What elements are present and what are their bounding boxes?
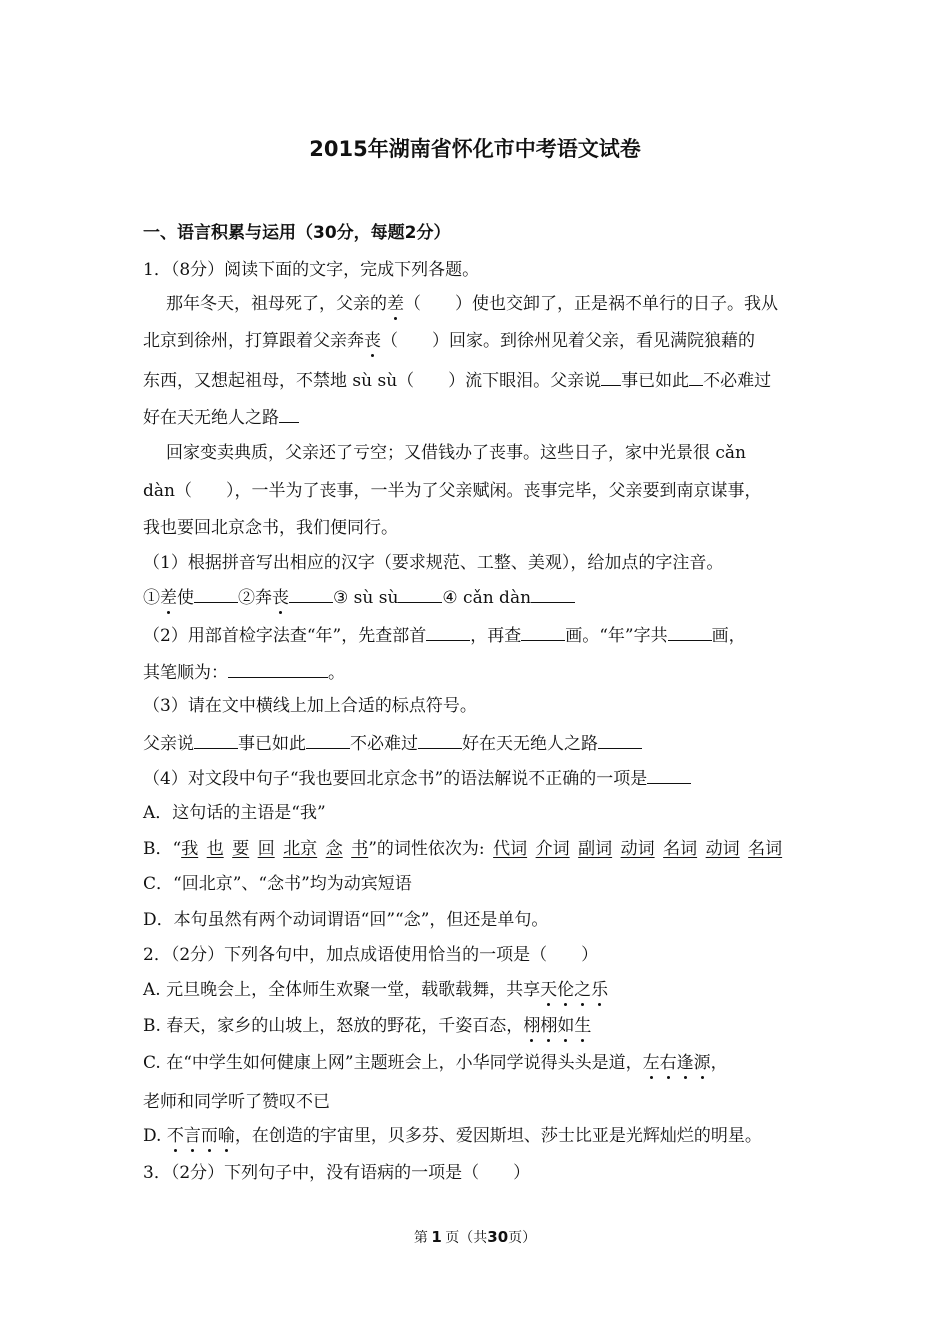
answer-blank <box>521 623 565 641</box>
section-heading: 一、语言积累与运用（30分，每题2分） <box>143 223 451 243</box>
sub-question-1-items: ①差使 ②奔丧 ③ sù sù ④ cǎn dàn <box>143 585 823 610</box>
sub-question-3-line: 父亲说 事已如此 不必难过 好在天无绝人之路 <box>143 731 823 756</box>
option-d: D. 不言而喻，在创造的宇宙里，贝多芬、爱因斯坦、莎士比亚是光辉灿烂的明星。 <box>143 1126 762 1146</box>
option-d: D．本句虽然有两个动词谓语“回”“念”，但还是单句。 <box>143 910 549 930</box>
dotted-char: 差 <box>387 294 404 314</box>
sub-question-2-cont: 其笔顺为： 。 <box>143 660 823 685</box>
answer-blank <box>306 731 350 749</box>
question-2-stem: 2．（2分）下列各句中，加点成语使用恰当的一项是（ ） <box>143 945 599 965</box>
question-1-stem: 1．（8分）阅读下面的文字，完成下列各题。 <box>143 260 480 280</box>
option-a: A．这句话的主语是“我” <box>143 803 326 823</box>
passage-line: dàn（ ），一半为了丧事，一半为了父亲赋闲。丧事完毕，父亲要到南京谋事， <box>143 481 762 501</box>
answer-blank <box>194 731 238 749</box>
page-total: 30 <box>487 1228 509 1246</box>
page-number: 1 <box>431 1228 442 1246</box>
sub-question-4: （4）对文段中句子“我也要回北京念书”的语法解说不正确的一项是 <box>143 766 823 791</box>
answer-blank <box>601 368 621 386</box>
sub-question-3: （3）请在文中横线上加上合适的标点符号。 <box>143 696 477 716</box>
sub-question-2: （2）用部首检字法查“年”，先查部首 ，再查 画。“年”字共 画， <box>143 623 823 648</box>
answer-blank <box>531 585 575 603</box>
sub-question-1: （1）根据拼音写出相应的汉字（要求规范、工整、美观），给加点的字注音。 <box>143 553 724 573</box>
passage-line: 东西，又想起祖母，不禁地 sù sù（ ）流下眼泪。父亲说 事已如此 不必难过 <box>143 368 823 393</box>
option-c-cont: 老师和同学听了赞叹不已 <box>143 1092 330 1112</box>
passage-line: 北京到徐州，打算跟着父亲奔丧（ ）回家。到徐州见着父亲，看见满院狼藉的 <box>143 331 755 351</box>
question-3-stem: 3．（2分）下列句子中，没有语病的一项是（ ） <box>143 1163 531 1183</box>
option-c: C. 在“中学生如何健康上网”主题班会上，小华同学说得头头是道，左右逢源， <box>143 1053 728 1073</box>
page-footer: 第 1 页（共30页） <box>413 1228 537 1246</box>
passage-line: 那年冬天，祖母死了，父亲的差（ ）使也交卸了，正是祸不单行的日子。我从 <box>166 294 778 314</box>
option-c: C．“回北京”、“念书”均为动宾短语 <box>143 874 412 894</box>
answer-blank <box>289 585 333 603</box>
answer-blank <box>668 623 712 641</box>
dotted-char: 差 <box>160 588 177 608</box>
option-a: A. 元旦晚会上，全体师生欢聚一堂，载歌载舞，共享天伦之乐 <box>143 980 609 1000</box>
option-b: B. 春天，家乡的山坡上，怒放的野花，千姿百态，栩栩如生 <box>143 1016 592 1036</box>
answer-blank <box>598 731 642 749</box>
passage-line: 回家变卖典质，父亲还了亏空；又借钱办了丧事。这些日子，家中光景很 cǎn <box>166 443 747 463</box>
answer-blank <box>418 731 462 749</box>
dotted-char: 丧 <box>272 588 289 608</box>
answer-blank <box>228 660 328 678</box>
answer-blank <box>194 585 238 603</box>
answer-blank <box>647 766 691 784</box>
answer-blank <box>398 585 442 603</box>
passage-line: 好在天无绝人之路 <box>143 405 823 430</box>
page-title: 2015年湖南省怀化市中考语文试卷 <box>309 137 641 161</box>
answer-blank <box>426 623 470 641</box>
option-b: B．“我 也 要 回 北京 念 书”的词性依次为: 代词 介词 副词 动词 名词 动词 名词 <box>143 839 783 859</box>
answer-blank <box>279 405 299 423</box>
dotted-char: 丧 <box>364 331 381 351</box>
answer-blank <box>689 368 703 386</box>
passage-line: 我也要回北京念书，我们便同行。 <box>143 518 398 538</box>
